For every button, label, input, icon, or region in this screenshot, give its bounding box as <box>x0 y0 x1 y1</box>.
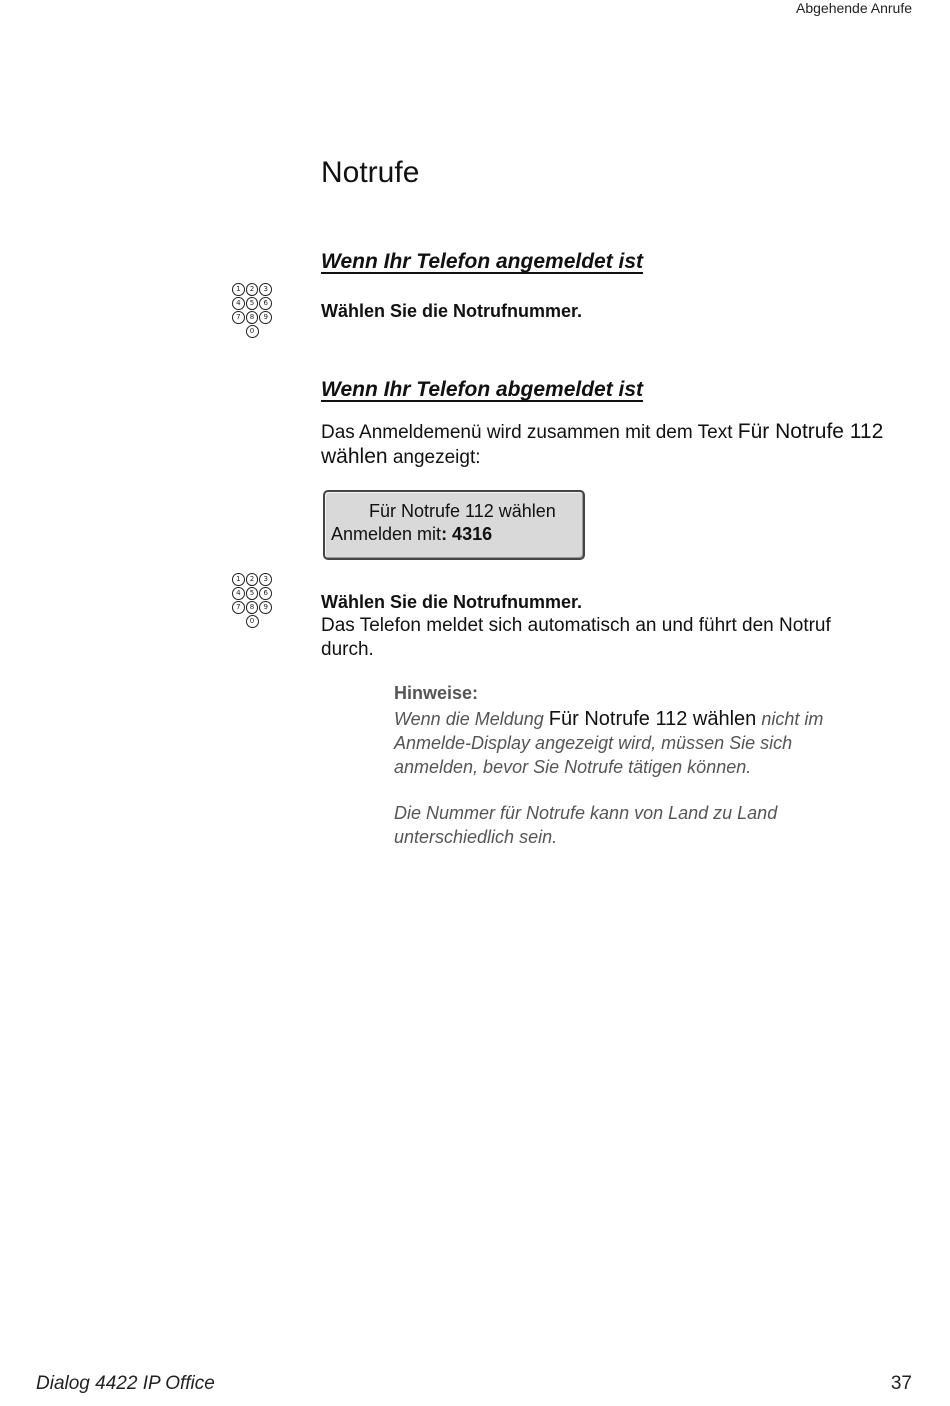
keypad-key-3: 3 <box>259 283 272 296</box>
note-1 <box>394 707 874 779</box>
keypad-key-6: 6 <box>259 297 272 310</box>
keypad-key-1: 1 <box>232 283 245 296</box>
section-heading-unregistered: Wenn Ihr Telefon abgemeldet ist <box>321 378 644 401</box>
keypad-key-2: 2 <box>246 573 259 586</box>
keypad-key-8: 8 <box>246 311 259 324</box>
keypad-key-7: 7 <box>232 311 245 324</box>
section-heading-registered: Wenn Ihr Telefon angemeldet ist <box>321 250 644 273</box>
note-2: Die Nummer für Notrufe kann von Land zu Land unterschiedlich sein. <box>394 803 778 847</box>
display-line-1: Für Notrufe 112 wählen <box>369 501 556 521</box>
keypad-icon <box>232 573 272 629</box>
keypad-icon <box>232 283 272 339</box>
keypad-key-4: 4 <box>232 297 245 310</box>
note-1-display-text: Für Notrufe 112 wählen <box>548 708 757 730</box>
keypad-key-7: 7 <box>232 601 245 614</box>
keypad-key-4: 4 <box>232 587 245 600</box>
keypad-key-5: 5 <box>246 587 259 600</box>
display-login-label: Anmelden mit <box>331 524 442 544</box>
instruction-detail: Das Telefon meldet sich automatisch an und führt den Notruf durch. <box>321 615 831 660</box>
display-login-code: : 4316 <box>441 524 493 544</box>
page-number: 37 <box>890 1373 912 1394</box>
keypad-key-6: 6 <box>259 587 272 600</box>
phone-display <box>323 490 585 560</box>
keypad-key-3: 3 <box>259 573 272 586</box>
instruction-dial-registered: Wählen Sie die Notrufnummer. <box>321 301 583 321</box>
instruction-dial-unregistered: Wählen Sie die Notrufnummer. <box>321 592 583 612</box>
notes-title: Hinweise: <box>394 683 479 703</box>
footer-product: Dialog 4422 IP Office <box>36 1373 215 1394</box>
keypad-key-8: 8 <box>246 601 259 614</box>
intro-paragraph <box>321 420 901 470</box>
running-header: Abgehende Anrufe <box>796 0 912 16</box>
keypad-key-5: 5 <box>246 297 259 310</box>
note-1-after: nicht im Anmelde-Display angezeigt wird, müssen Sie sich anmelden, bevor Sie Notrufe tätigen können. <box>394 709 824 777</box>
keypad-key-9: 9 <box>259 311 272 324</box>
keypad-key-9: 9 <box>259 601 272 614</box>
page-title: Notrufe <box>321 156 420 189</box>
intro-display-text: Für Notrufe 112 wählen <box>321 420 884 468</box>
keypad-key-2: 2 <box>246 283 259 296</box>
keypad-key-1: 1 <box>232 573 245 586</box>
display-line-2 <box>331 524 492 545</box>
keypad-key-0: 0 <box>246 325 259 338</box>
intro-text-after: angezeigt: <box>387 447 481 468</box>
intro-text-before: Das Anmeldemenü wird zusammen mit dem Text <box>321 422 738 443</box>
note-1-before: Wenn die Meldung <box>394 709 549 729</box>
keypad-key-0: 0 <box>246 615 259 628</box>
